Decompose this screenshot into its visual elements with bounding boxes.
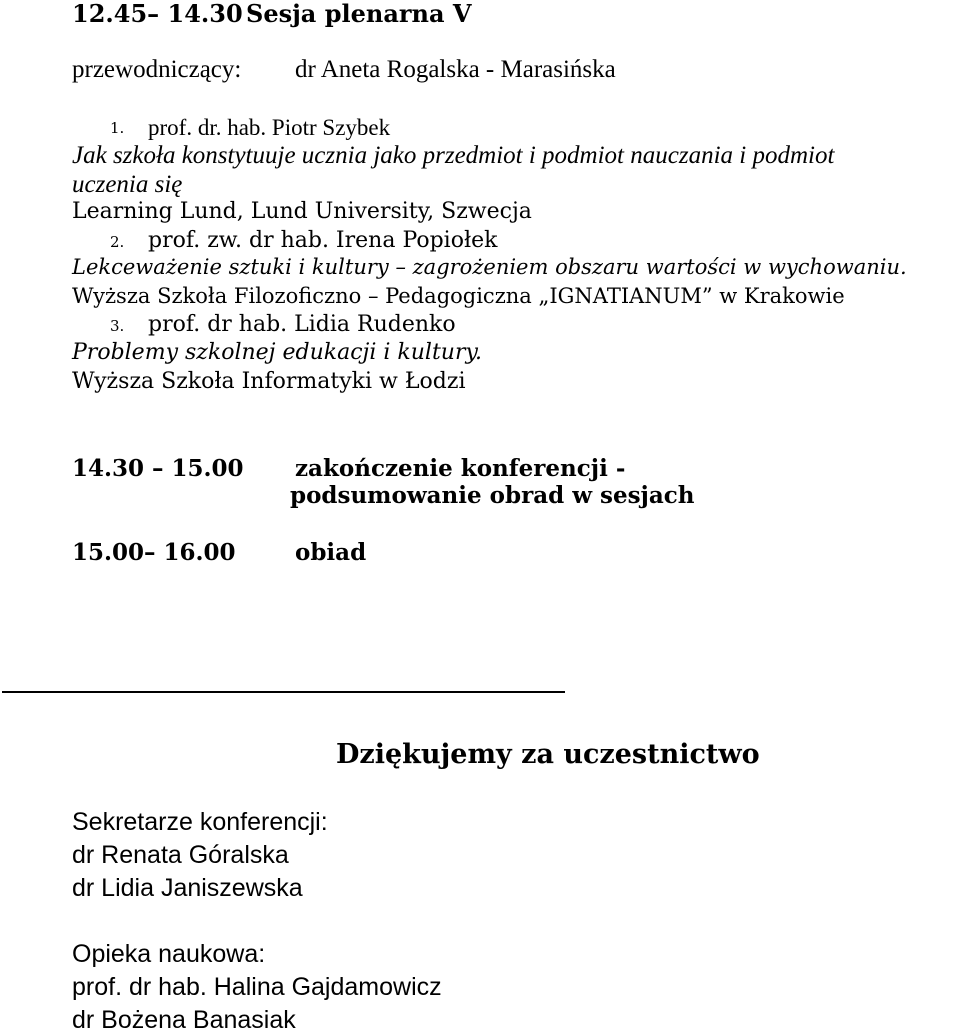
talk-title: Lekceważenie sztuki i kultury – zagrożeniem obszaru wartości w wychowaniu. — [72, 255, 907, 279]
talk-institution: Learning Lund, Lund University, Szwecja — [72, 199, 532, 224]
supervisor-name: prof. dr hab. Halina Gajdamowicz — [72, 973, 442, 1001]
secretary-name: dr Lidia Janiszewska — [72, 874, 303, 902]
secretary-name: dr Renata Góralska — [72, 841, 289, 869]
lunch-time: 15.00– 16.00 — [72, 539, 236, 566]
closing-time: 14.30 – 15.00 — [72, 455, 244, 482]
divider-line — [2, 691, 565, 693]
session-time: 12.45– 14.30 — [72, 0, 243, 28]
secretaries-heading: Sekretarze konferencji: — [72, 808, 328, 836]
supervision-heading: Opieka naukowa: — [72, 940, 266, 968]
session-title: Sesja plenarna V — [246, 0, 472, 28]
talk-speaker: prof. zw. dr hab. Irena Popiołek — [148, 228, 498, 253]
talk-number: 2. — [110, 233, 125, 251]
talk-institution: Wyższa Szkoła Filozoficzno – Pedagogiczna „IGNATIANUM” w Krakowie — [72, 284, 845, 308]
lunch-label: obiad — [295, 539, 367, 566]
talk-title: Jak szkoła konstytuuje ucznia jako przedmiot i podmiot nauczania i podmiot — [72, 142, 835, 169]
chair-label: przewodniczący: — [72, 56, 242, 83]
supervisor-name: dr Bożena Banasiak — [72, 1006, 296, 1034]
closing-line-2: podsumowanie obrad w sesjach — [290, 482, 695, 509]
chair-name: dr Aneta Rogalska - Marasińska — [295, 56, 616, 83]
talk-title-continued: uczenia się — [72, 171, 183, 198]
talk-number: 3. — [110, 317, 125, 335]
closing-line-1: zakończenie konferencji - — [295, 455, 626, 482]
talk-number: 1. — [110, 119, 125, 137]
thanks-heading: Dziękujemy za uczestnictwo — [336, 739, 760, 770]
talk-institution: Wyższa Szkoła Informatyki w Łodzi — [72, 369, 466, 394]
talk-speaker: prof. dr hab. Lidia Rudenko — [148, 312, 456, 337]
talk-title: Problemy szkolnej edukacji i kultury. — [72, 340, 482, 365]
talk-speaker: prof. dr. hab. Piotr Szybek — [148, 115, 391, 140]
